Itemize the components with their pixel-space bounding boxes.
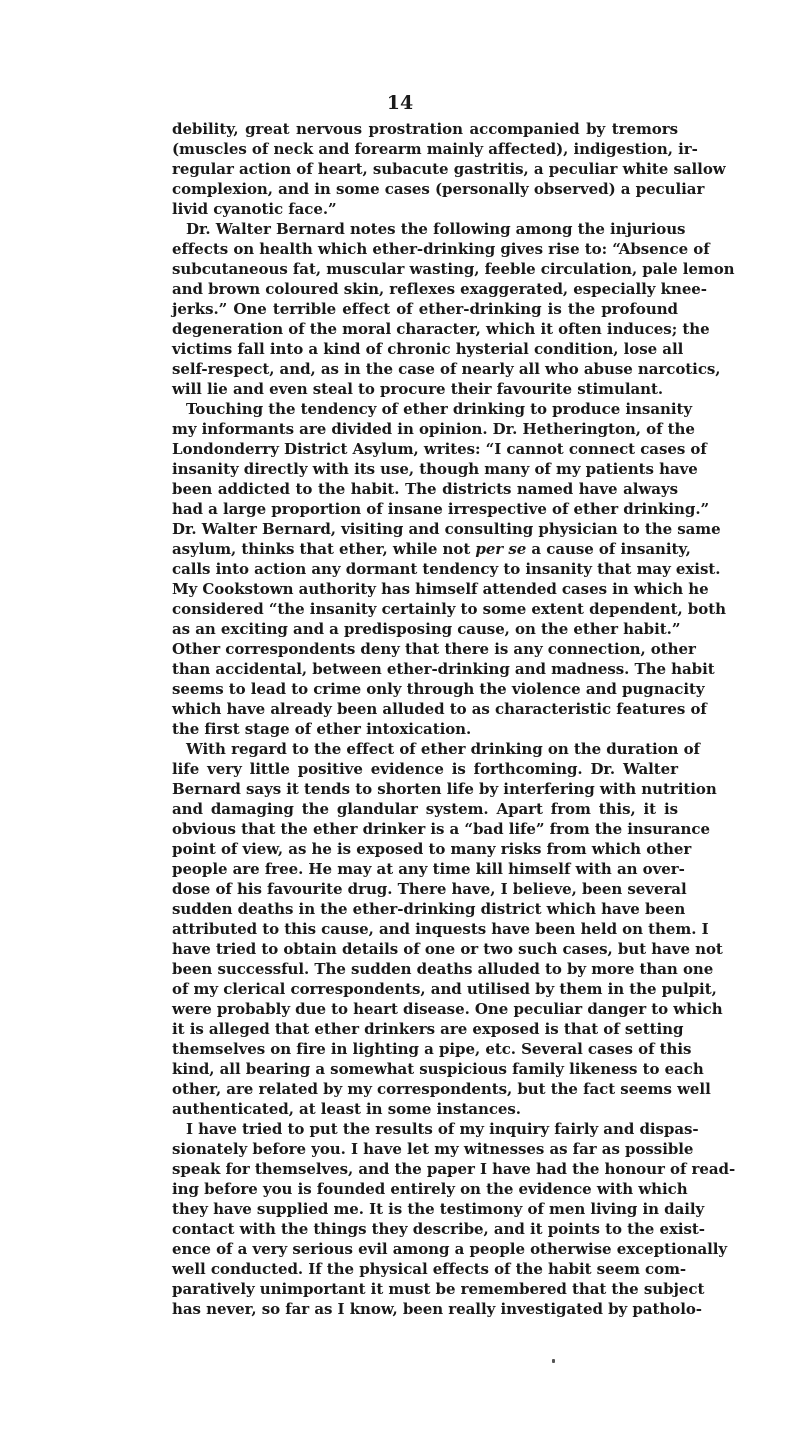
text-line: jerks.” One terrible effect of ether-drinking is the profound — [172, 300, 678, 318]
page-number: 14 — [386, 92, 414, 114]
text-line: had a large proportion of insane irrespective of ether drinking.” — [172, 500, 710, 518]
text-line: the first stage of ether intoxication. — [172, 720, 472, 738]
text-line: complexion, and in some cases (personally observed) a peculiar — [172, 180, 705, 198]
italic-phrase: per se — [475, 540, 527, 558]
text-line: Touching the tendency of ether drinking to produce insanity — [186, 400, 693, 418]
text-line: calls into action any dormant tendency to insanity that may exist. — [172, 560, 721, 578]
text-line: degeneration of the moral character, which it often induces; the — [172, 320, 710, 338]
text-line: livid cyanotic face.” — [172, 200, 337, 218]
text-line: and damaging the glandular system. Apart from this, it is — [172, 800, 678, 818]
text-line: sionately before you. I have let my witnesses as far as possible — [172, 1140, 694, 1158]
text-line: dose of his favourite drug. There have, I believe, been several — [172, 880, 687, 898]
text-line: were probably due to heart disease. One peculiar danger to which — [172, 1000, 723, 1018]
text-line: kind, all bearing a somewhat suspicious family likeness to each — [172, 1060, 704, 1078]
text-line: authenticated, at least in some instances. — [172, 1100, 521, 1118]
text-line: people are free. He may at any time kill himself with an over- — [172, 860, 685, 878]
text-line: they have supplied me. It is the testimony of men living in daily — [172, 1200, 705, 1218]
text-line: of my clerical correspondents, and utilised by them in the pulpit, — [172, 980, 717, 998]
text-line: insanity directly with its use, though many of my patients have — [172, 460, 698, 478]
text-line: which have already been alluded to as characteristic features of — [172, 700, 707, 718]
text-line: self-respect, and, as in the case of nearly all who abuse narcotics, — [172, 360, 721, 378]
text-line: point of view, as he is exposed to many risks from which other — [172, 840, 692, 858]
text-line: Dr. Walter Bernard notes the following among the injurious — [186, 220, 686, 238]
text-line: it is alleged that ether drinkers are exposed is that of setting — [172, 1020, 684, 1038]
text-line: asylum, thinks that ether, while not per se a cause of insanity, — [172, 540, 691, 558]
text-line: considered “the insanity certainly to some extent dependent, both — [172, 600, 726, 618]
text-line: attributed to this cause, and inquests have been held on them. I — [172, 920, 709, 938]
text-line: my informants are divided in opinion. Dr. Hetherington, of the — [172, 420, 695, 438]
body-text — [172, 119, 736, 1319]
text-line: regular action of heart, subacute gastritis, a peculiar white sallow — [172, 160, 726, 178]
text-line: I have tried to put the results of my inquiry fairly and dispas- — [186, 1120, 699, 1138]
text-line: Other correspondents deny that there is any connection, other — [172, 640, 696, 658]
text-line: have tried to obtain details of one or two such cases, but have not — [172, 940, 723, 958]
text-line: been addicted to the habit. The districts named have always — [172, 480, 678, 498]
text-line: (muscles of neck and forearm mainly affected), indigestion, ir- — [172, 140, 698, 158]
text-line: contact with the things they describe, and it points to the exist- — [172, 1220, 705, 1238]
text-line: effects on health which ether-drinking gives rise to: “Absence of — [172, 240, 710, 258]
text-line: subcutaneous fat, muscular wasting, feeble circulation, pale lemon — [172, 260, 735, 278]
text-line: Bernard says it tends to shorten life by interfering with nutrition — [172, 780, 717, 798]
text-line: paratively unimportant it must be remembered that the subject — [172, 1280, 705, 1298]
text-line: debility, great nervous prostration accompanied by tremors — [172, 120, 678, 138]
text-line: and brown coloured skin, reflexes exaggerated, especially knee- — [172, 280, 707, 298]
text-line: speak for themselves, and the paper I have had the honour of read- — [172, 1160, 736, 1178]
text-line: life very little positive evidence is forthcoming. Dr. Walter — [172, 760, 678, 778]
text-line: With regard to the effect of ether drinking on the duration of — [186, 740, 700, 758]
text-line: will lie and even steal to procure their favourite stimulant. — [172, 380, 664, 398]
text-line: victims fall into a kind of chronic hysterial condition, lose all — [172, 340, 684, 358]
paper-speck — [552, 1359, 555, 1363]
text-line: well conducted. If the physical effects of the habit seem com- — [172, 1260, 687, 1278]
text-line: seems to lead to crime only through the violence and pugnacity — [172, 680, 705, 698]
text-line: obvious that the ether drinker is a “bad life” from the insurance — [172, 820, 710, 838]
text-line: ence of a very serious evil among a people otherwise exceptionally — [172, 1240, 728, 1258]
text-line: sudden deaths in the ether-drinking district which have been — [172, 900, 686, 918]
text-line: has never, so far as I know, been really investigated by patholo- — [172, 1300, 702, 1318]
text-line: themselves on fire in lighting a pipe, etc. Several cases of this — [172, 1040, 692, 1058]
text-line: Dr. Walter Bernard, visiting and consulting physician to the same — [172, 520, 721, 538]
text-line: ing before you is founded entirely on the evidence with which — [172, 1180, 688, 1198]
text-line: than accidental, between ether-drinking and madness. The habit — [172, 660, 715, 678]
text-line: been successful. The sudden deaths alluded to by more than one — [172, 960, 714, 978]
text-line: as an exciting and a predisposing cause, on the ether habit.” — [172, 620, 681, 638]
text-line: other, are related by my correspondents, but the fact seems well — [172, 1080, 711, 1098]
text-line: My Cookstown authority has himself attended cases in which he — [172, 580, 709, 598]
text-line: Londonderry District Asylum, writes: “I cannot connect cases of — [172, 440, 707, 458]
